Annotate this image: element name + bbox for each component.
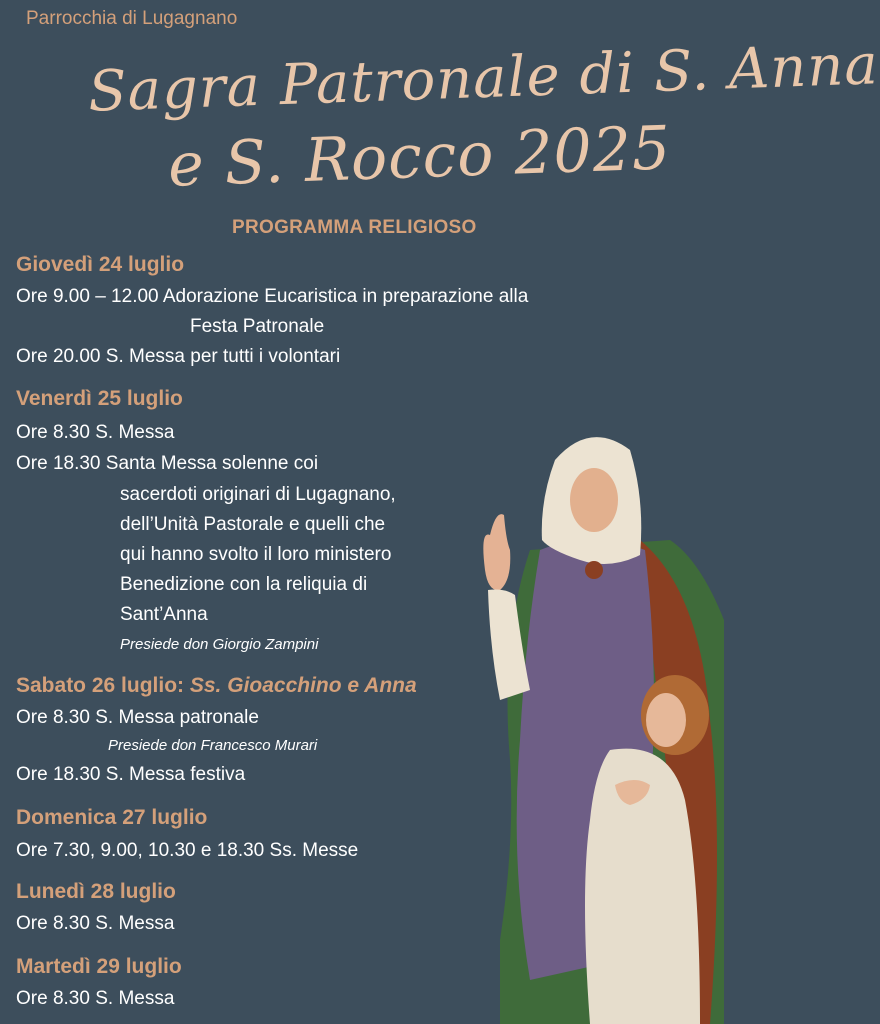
event-title-line-1: Sagra Patronale di S. Anna — [87, 32, 880, 125]
schedule-line: Ore 18.30 Santa Messa solenne coi — [16, 453, 319, 474]
schedule-line: Benedizione con la reliquia di — [120, 574, 368, 595]
schedule-line: Sant’Anna — [120, 604, 208, 625]
presider-note: Presiede don Giorgio Zampini — [120, 636, 319, 653]
saint-anne-statue-image — [470, 420, 724, 1024]
schedule-line: Ore 18.30 S. Messa festiva — [16, 764, 246, 785]
parish-name: Parrocchia di Lugagnano — [26, 8, 238, 29]
schedule-line: Ore 8.30 S. Messa — [16, 988, 175, 1009]
schedule-line: sacerdoti originari di Lugagnano, — [120, 484, 396, 505]
statue-child-face — [646, 693, 686, 747]
day-heading-thursday: Giovedì 24 luglio — [16, 253, 185, 276]
schedule-line: Ore 8.30 S. Messa — [16, 422, 175, 443]
schedule-line: Festa Patronale — [190, 316, 325, 337]
schedule-line: Ore 8.30 S. Messa patronale — [16, 707, 259, 728]
day-heading-saturday-date: Sabato 26 luglio: — [16, 674, 185, 697]
schedule-line: dell’Unità Pastorale e quelli che — [120, 514, 386, 535]
schedule-line: Ore 7.30, 9.00, 10.30 e 18.30 Ss. Messe — [16, 840, 359, 861]
statue-face — [570, 468, 618, 532]
event-title-line-2: e S. Rocco 2025 — [166, 113, 673, 201]
day-heading-friday: Venerdì 25 luglio — [16, 387, 183, 410]
presider-note: Presiede don Francesco Murari — [108, 737, 318, 754]
schedule-line: Ore 20.00 S. Messa per tutti i volontari — [16, 346, 341, 367]
day-heading-saturday-feast: Ss. Gioacchino e Anna — [189, 674, 417, 697]
statue-hand — [483, 514, 510, 590]
day-heading-saturday — [16, 674, 417, 698]
day-heading-monday: Lunedì 28 luglio — [16, 880, 176, 903]
schedule-line: Ore 9.00 – 12.00 Adorazione Eucaristica in preparazione alla — [16, 286, 529, 307]
day-heading-tuesday: Martedì 29 luglio — [16, 955, 182, 978]
schedule-line: qui hanno svolto il loro ministero — [120, 544, 392, 565]
statue-brooch — [585, 561, 603, 579]
program-subtitle: PROGRAMMA RELIGIOSO — [232, 217, 477, 238]
schedule-line: Ore 8.30 S. Messa — [16, 913, 175, 934]
day-heading-sunday: Domenica 27 luglio — [16, 806, 208, 829]
